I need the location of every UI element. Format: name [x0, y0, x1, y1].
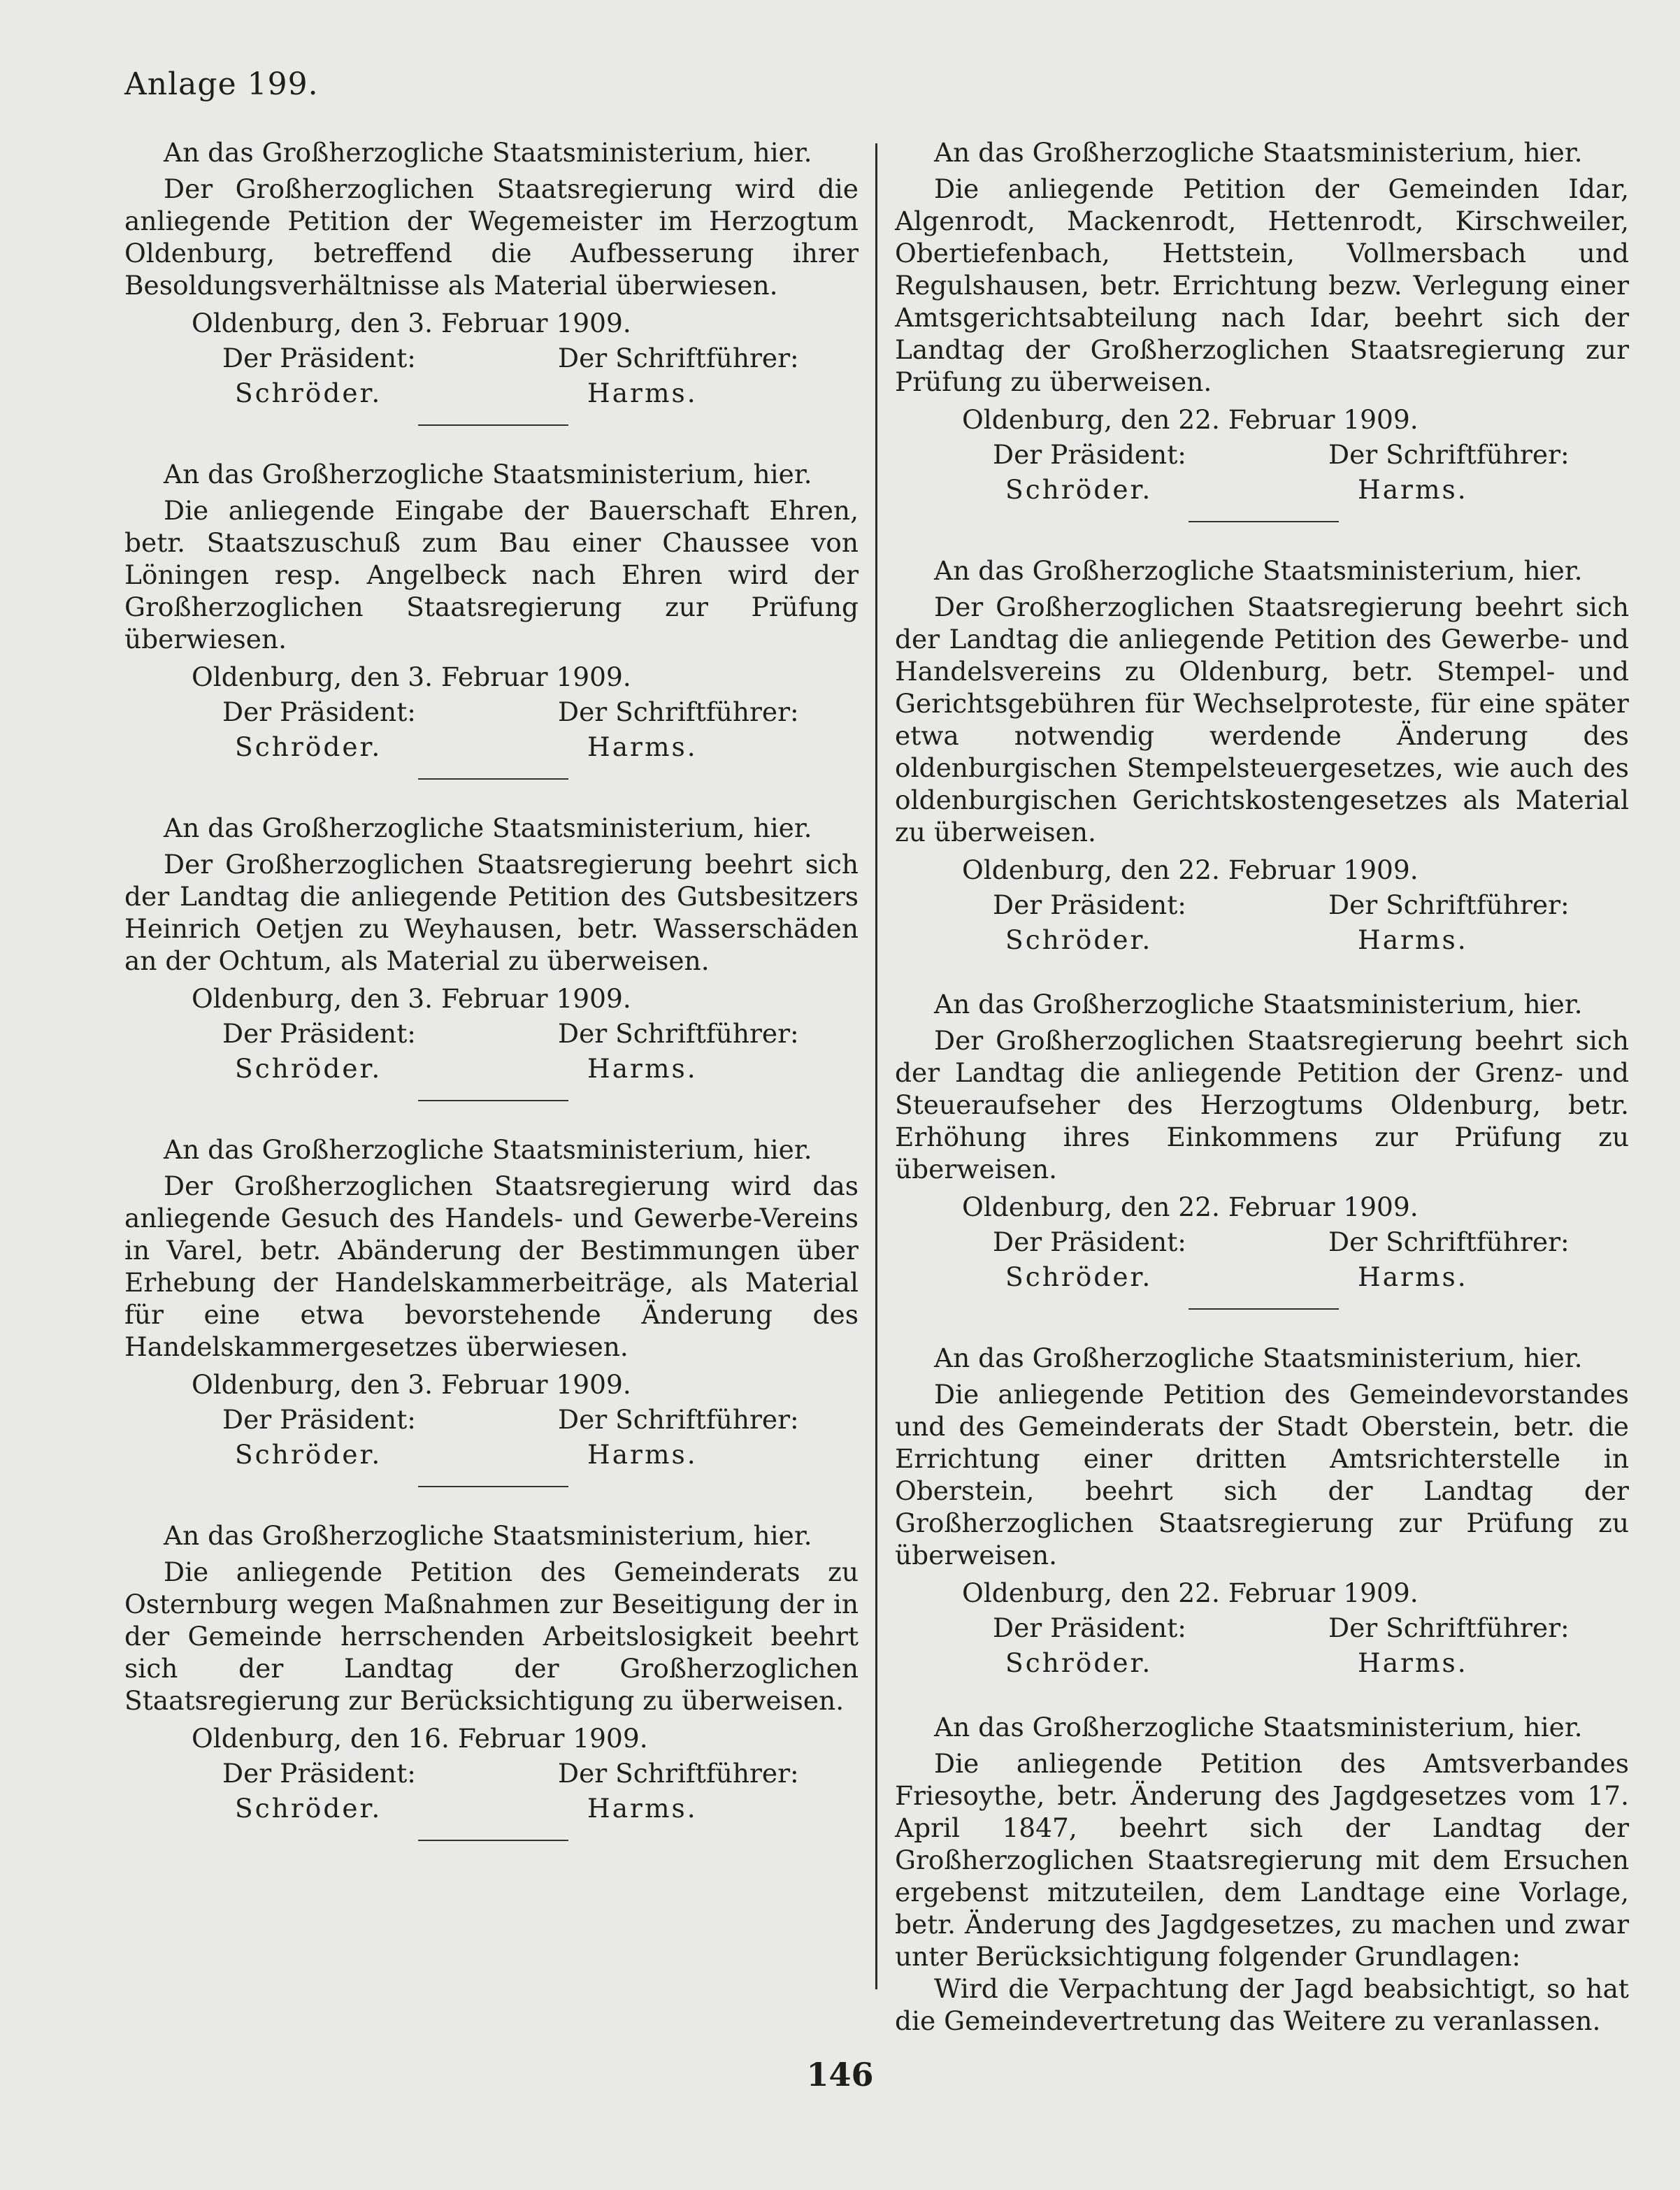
president-name: Schröder.: [235, 1793, 382, 1824]
secretary-title: Der Schriftführer:: [558, 1758, 799, 1789]
entry-date: Oldenburg, den 22. Februar 1909.: [962, 404, 1419, 435]
entry-heading: An das Großherzogliche Staatsministerium, hier.: [164, 1134, 812, 1165]
signature-names: [124, 1052, 859, 1085]
entry-heading: An das Großherzogliche Staatsministerium, hier.: [934, 989, 1583, 1019]
entry-body: Die anliegende Eingabe der Bauerschaft Ehren, betr. Staatszuschuß zum Bau einer Chaussee von Löningen resp. Angelbeck nach Ehren wird der Großherzoglichen Staatsregierung zur Prüfung überwiesen.: [124, 495, 859, 654]
signature-titles: [895, 1612, 1629, 1644]
entry-body: Der Großherzoglichen Staatsregierung beehrt sich der Landtag die anliegende Petition des Gewerbe- und Handelsvereins zu Oldenburg, betr. Stempel- und Gerichtsgebühren für Wechselproteste, für eine später etwa notwendig werdende Änderung des oldenburgischen Stempelsteuergesetzes, wie auch des oldenburgischen Gerichtskostengesetzes als Material zu überweisen.: [895, 592, 1629, 847]
president-name: Schröder.: [235, 1439, 382, 1470]
secretary-name: Harms.: [587, 731, 698, 762]
page-header: Anlage 199.: [124, 66, 319, 102]
page-number: 146: [806, 2056, 874, 2094]
secretary-name: Harms.: [587, 1053, 698, 1084]
president-name: Schröder.: [1005, 1647, 1153, 1678]
signature-names: [895, 1261, 1629, 1293]
signature-titles: [124, 1017, 859, 1050]
entry: [895, 1342, 1629, 1679]
entry-body: Der Großherzoglichen Staatsregierung wird das anliegende Gesuch des Handels- und Gewerbe-Vereins in Varel, betr. Abänderung der Bestimmungen über Erhebung der Handelskammerbeiträge, als Material für eine etwa bevorstehende Änderung des Handelskammergesetzes überwiesen.: [124, 1171, 859, 1362]
entry-heading: An das Großherzogliche Staatsministerium, hier.: [934, 555, 1583, 586]
president-title: Der Präsident:: [993, 1612, 1186, 1643]
president-name: Schröder.: [235, 1053, 382, 1084]
entry-heading: An das Großherzogliche Staatsministerium, hier.: [934, 1343, 1583, 1373]
signature-titles: [895, 1226, 1629, 1258]
secretary-title: Der Schriftführer:: [558, 696, 799, 727]
secretary-name: Harms.: [1358, 474, 1468, 505]
secretary-name: Harms.: [1358, 1261, 1468, 1292]
entry-body: Die anliegende Petition des Amtsverbandes Friesoythe, betr. Änderung des Jagdgesetzes vom 17. April 1847, beehrt sich der Landtag der Großherzoglichen Staatsregierung mit dem Ersuchen ergebenst mitzuteilen, dem Landtage eine Vorlage, betr. Änderung des Jagdgesetzes, zu machen und zwar unter Berücksichtigung folgender Grundlagen:: [895, 1748, 1629, 1972]
president-title: Der Präsident:: [222, 1404, 416, 1435]
secretary-title: Der Schriftführer:: [558, 343, 799, 373]
signature-names: [124, 731, 859, 763]
signature-names: [895, 473, 1629, 506]
entry-date: Oldenburg, den 3. Februar 1909.: [192, 661, 631, 692]
secretary-name: Harms.: [1358, 1647, 1468, 1678]
entry-heading: An das Großherzogliche Staatsministerium, hier.: [164, 459, 812, 489]
president-title: Der Präsident:: [993, 889, 1186, 920]
signature-titles: [124, 1757, 859, 1789]
entry: [124, 812, 859, 1101]
right-column: [895, 136, 1629, 2069]
secretary-name: Harms.: [587, 378, 698, 408]
president-name: Schröder.: [1005, 1261, 1153, 1292]
president-name: Schröder.: [235, 378, 382, 408]
entry-date: Oldenburg, den 3. Februar 1909.: [192, 308, 631, 338]
entry-date: Oldenburg, den 22. Februar 1909.: [962, 1191, 1419, 1222]
entry-body: Die anliegende Petition des Gemeindevorstandes und des Gemeinderats der Stadt Oberstein, betr. die Errichtung einer dritten Amtsrichterstelle in Oberstein, beehrt sich der Landtag der Großherzoglichen Staatsregierung zur Prüfung zu überweisen.: [895, 1379, 1629, 1570]
entry: [895, 554, 1629, 956]
entry-heading: An das Großherzogliche Staatsministerium, hier.: [164, 137, 812, 168]
president-name: Schröder.: [1005, 474, 1153, 505]
entry: [124, 136, 859, 426]
signature-titles: [124, 696, 859, 728]
president-title: Der Präsident:: [222, 1758, 416, 1789]
president-name: Schröder.: [235, 731, 382, 762]
president-name: Schröder.: [1005, 924, 1153, 955]
entry-date: Oldenburg, den 22. Februar 1909.: [962, 1577, 1419, 1608]
entry-heading: An das Großherzogliche Staatsministerium, hier.: [164, 1520, 812, 1551]
secretary-title: Der Schriftführer:: [1328, 439, 1570, 470]
entry-heading: An das Großherzogliche Staatsministerium, hier.: [934, 137, 1583, 168]
signature-names: [124, 377, 859, 409]
entry-date: Oldenburg, den 22. Februar 1909.: [962, 854, 1419, 885]
entry-separator: [1189, 521, 1339, 522]
secretary-title: Der Schriftführer:: [1328, 889, 1570, 920]
secretary-title: Der Schriftführer:: [1328, 1612, 1570, 1643]
signature-names: [124, 1792, 859, 1824]
entry: [124, 1133, 859, 1487]
president-title: Der Präsident:: [993, 439, 1186, 470]
signature-names: [895, 924, 1629, 956]
entry-body: Der Großherzoglichen Staatsregierung wird die anliegende Petition der Wegemeister im Herzogtum Oldenburg, betreffend die Aufbesserung ihrer Besoldungsverhältnisse als Material überwiesen.: [124, 173, 859, 301]
entry-heading: An das Großherzogliche Staatsministerium, hier.: [934, 1712, 1583, 1742]
entry: [124, 1519, 859, 1841]
entry: [895, 136, 1629, 522]
entry-separator: [418, 1840, 568, 1841]
entry-heading: An das Großherzogliche Staatsministerium, hier.: [164, 813, 812, 843]
signature-names: [895, 1647, 1629, 1679]
secretary-title: Der Schriftführer:: [558, 1404, 799, 1435]
column-divider: [875, 143, 877, 1989]
left-column: [124, 136, 859, 1873]
signature-names: [124, 1438, 859, 1470]
entry-separator: [418, 1100, 568, 1101]
secretary-name: Harms.: [1358, 924, 1468, 955]
entry-separator: [1189, 1308, 1339, 1310]
entry-date: Oldenburg, den 3. Februar 1909.: [192, 983, 631, 1014]
secretary-name: Harms.: [587, 1793, 698, 1824]
entry-body: Die anliegende Petition der Gemeinden Idar, Algenrodt, Mackenrodt, Hettenrodt, Kirschweiler, Obertiefenbach, Hettstein, Vollmersbach und Regulshausen, betr. Errichtung bezw. Verlegung einer Amtsgerichtsabteilung nach Idar, beehrt sich der Landtag der Großherzoglichen Staatsregierung zur Prüfung zu überweisen.: [895, 173, 1629, 397]
president-title: Der Präsident:: [222, 696, 416, 727]
signature-titles: [124, 342, 859, 374]
entry-body: Der Großherzoglichen Staatsregierung beehrt sich der Landtag die anliegende Petition der Grenz- und Steueraufseher des Herzogtums Oldenburg, betr. Erhöhung ihres Einkommens zur Prüfung zu überweisen.: [895, 1025, 1629, 1185]
entry-separator: [418, 1486, 568, 1487]
signature-titles: [895, 889, 1629, 921]
entry-date: Oldenburg, den 3. Februar 1909.: [192, 1369, 631, 1400]
entry-body: Der Großherzoglichen Staatsregierung beehrt sich der Landtag die anliegende Petition des Gutsbesitzers Heinrich Oetjen zu Weyhausen, betr. Wasserschäden an der Ochtum, als Material zu überweisen.: [124, 849, 859, 976]
signature-titles: [124, 1403, 859, 1436]
entry-body: Die anliegende Petition des Gemeinderats zu Osternburg wegen Maßnahmen zur Beseitigung der in der Gemeinde herrschenden Arbeitslosigkeit beehrt sich der Landtag der Großherzoglichen Staatsregierung zur Berücksichtigung zu überweisen.: [124, 1556, 859, 1716]
entry-separator: [418, 778, 568, 780]
entry-date: Oldenburg, den 16. Februar 1909.: [192, 1723, 648, 1754]
entry-body-continued: Wird die Verpachtung der Jagd beabsichtigt, so hat die Gemeindevertretung das Weitere zu veranlassen.: [895, 1973, 1629, 2036]
president-title: Der Präsident:: [222, 343, 416, 373]
secretary-name: Harms.: [587, 1439, 698, 1470]
signature-titles: [895, 438, 1629, 471]
president-title: Der Präsident:: [993, 1226, 1186, 1257]
entry: [124, 458, 859, 780]
secretary-title: Der Schriftführer:: [558, 1018, 799, 1049]
secretary-title: Der Schriftführer:: [1328, 1226, 1570, 1257]
entry-separator: [418, 424, 568, 426]
entry: [895, 988, 1629, 1310]
president-title: Der Präsident:: [222, 1018, 416, 1049]
entry: [895, 1711, 1629, 2037]
